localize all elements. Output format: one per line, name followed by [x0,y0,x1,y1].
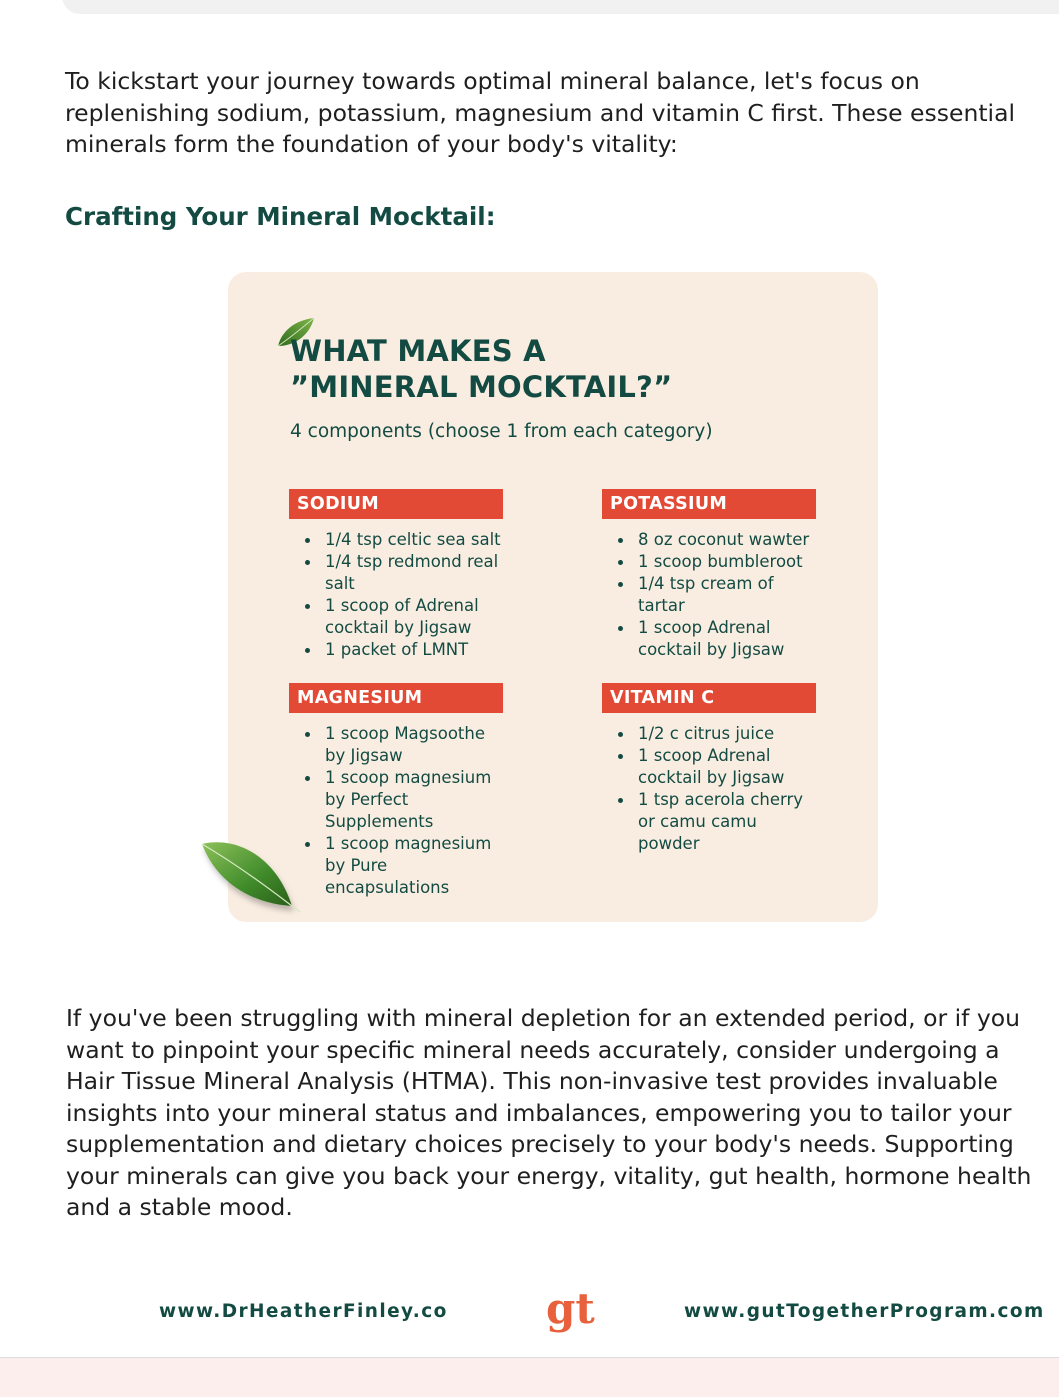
list-item: 1 scoop of Adrenal cocktail by Jigsaw [289,595,503,639]
list-item: 1 scoop magnesium by Perfect Supplements [289,767,503,833]
bottom-band [0,1357,1059,1397]
card-subtitle: 4 components (choose 1 from each category) [290,421,713,442]
category-sodium [289,489,503,661]
category-list [602,529,816,661]
category-header: MAGNESIUM [289,683,503,713]
category-header: POTASSIUM [602,489,816,519]
category-list [602,723,816,855]
intro-paragraph: To kickstart your journey towards optimal mineral balance, let's focus on replenishing sodium, potassium, magnesium and vitamin C first. These essential minerals form the foundation of your body's vitality: [65,67,1016,158]
list-item: 1 scoop Adrenal cocktail by Jigsaw [602,617,816,661]
card-title-line1: WHAT MAKES A [290,334,546,368]
list-item: 1 scoop Magsoothe by Jigsaw [289,723,503,767]
list-item: 1 tsp acerola cherry or camu camu powder [602,789,816,855]
section-heading: Crafting Your Mineral Mocktail: [65,202,496,231]
list-item: 1/2 c citrus juice [602,723,816,745]
footer-link-drheatherfinley[interactable]: www.DrHeatherFinley.co [159,1301,448,1322]
logo-text: gt [546,1284,595,1333]
category-vitamin-c [602,683,816,855]
list-item: 1/4 tsp cream of tartar [602,573,816,617]
list-item: 1 packet of LMNT [289,639,503,661]
outro-paragraph: If you've been struggling with mineral depletion for an extended period, or if you want to pinpoint your specific mineral needs accurately, consider undergoing a Hair Tissue Mineral Analysis (HTMA). This non-invasive test provides invaluable insights into your mineral status and imbalances, empowering you to tailor your supplementation and dietary choices precisely to your body's needs. Supporting your minerals can give you back your energy, vitality, gut health, hormone health and a stable mood. [66,1004,1032,1221]
gt-logo [546,1283,595,1343]
leaf-icon [196,834,306,924]
category-list [289,529,503,661]
category-potassium [602,489,816,661]
card-title [290,333,672,405]
category-header: VITAMIN C [602,683,816,713]
list-item: 1/4 tsp redmond real salt [289,551,503,595]
category-header: SODIUM [289,489,503,519]
top-card-edge [62,0,1059,14]
category-magnesium [289,683,503,899]
footer-link-guttogetherprogram[interactable]: www.gutTogetherProgram.com [684,1301,1045,1322]
category-list [289,723,503,899]
list-item: 1/4 tsp celtic sea salt [289,529,503,551]
list-item: 8 oz coconut wawter [602,529,816,551]
list-item: 1 scoop Adrenal cocktail by Jigsaw [602,745,816,789]
list-item: 1 scoop magnesium by Pure encapsulations [289,833,503,899]
list-item: 1 scoop bumbleroot [602,551,816,573]
card-title-line2: ”MINERAL MOCKTAIL?” [290,370,673,404]
